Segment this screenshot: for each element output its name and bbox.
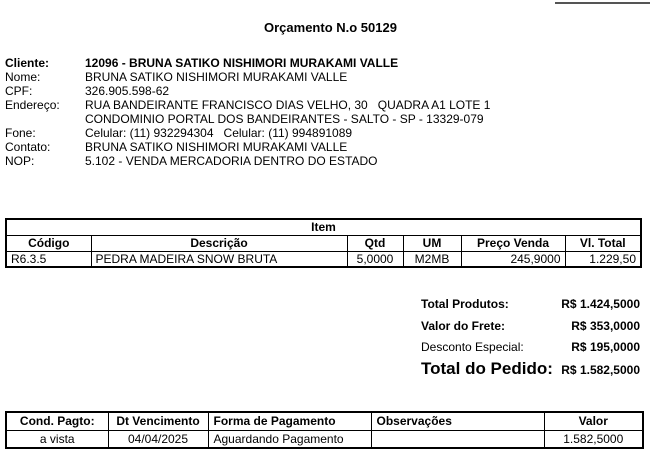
col-header-dt-vencimento: Dt Vencimento (108, 412, 208, 430)
client-value: Celular: (11) 932294304 Celular: (11) 994891089 (85, 126, 353, 140)
client-label: Cliente: (5, 56, 50, 70)
item-table-header-row (6, 235, 641, 251)
col-header-codigo: Código (6, 235, 91, 251)
total-pedido-row (421, 359, 640, 379)
client-row-fone (5, 126, 645, 140)
cell-descricao: PEDRA MADEIRA SNOW BRUTA (91, 251, 347, 267)
cell-vl-total: 1.229,50 (565, 251, 641, 267)
col-header-vl-total: Vl. Total (565, 235, 641, 251)
col-header-qtd: Qtd (347, 235, 403, 251)
col-header-preco-venda: Preço Venda (461, 235, 565, 251)
col-header-cond-pagto: Cond. Pagto: (6, 412, 108, 430)
client-label (5, 112, 85, 126)
total-pedido-value: R$ 1.582,5000 (561, 363, 640, 377)
cell-valor: 1.582,5000 (544, 430, 643, 448)
client-value: BRUNA SATIKO NISHIMORI MURAKAMI VALLE (85, 140, 348, 154)
col-header-observacoes: Observações (371, 412, 544, 430)
client-label: Fone: (5, 126, 36, 140)
client-row-cpf (5, 84, 645, 98)
client-label: Nome: (5, 70, 41, 84)
client-value: CONDOMINIO PORTAL DOS BANDEIRANTES - SALTO - SP - 13329-079 (85, 112, 484, 126)
payment-table-header-row (6, 412, 643, 430)
client-label: NOP: (5, 154, 35, 168)
cell-forma-pagamento: Aguardando Pagamento (208, 430, 371, 448)
payment-table (5, 411, 644, 449)
item-table-row (6, 251, 641, 267)
desconto-especial-value: R$ 195,0000 (571, 340, 640, 354)
valor-frete-row (421, 319, 640, 333)
total-produtos-value: R$ 1.424,5000 (561, 297, 640, 311)
top-right-rule (555, 2, 650, 4)
client-value: 5.102 - VENDA MERCADORIA DENTRO DO ESTADO (85, 154, 378, 168)
payment-table-row (6, 430, 643, 448)
item-table-group-header (6, 219, 641, 235)
client-value: 326.905.598-62 (85, 84, 170, 98)
client-value: RUA BANDEIRANTE FRANCISCO DIAS VELHO, 30 QUADRA A1 LOTE 1 (85, 98, 491, 112)
cell-dt-vencimento: 04/04/2025 (108, 430, 208, 448)
cell-codigo: R6.3.5 (6, 251, 91, 267)
client-label: Contato: (5, 140, 51, 154)
total-produtos-label: Total Produtos: (421, 297, 509, 311)
total-pedido-label: Total do Pedido: (421, 359, 553, 378)
client-row-cliente (5, 56, 645, 70)
valor-frete-value: R$ 353,0000 (571, 319, 640, 333)
cell-qtd: 5,0000 (347, 251, 403, 267)
client-row-endereco-line2 (5, 112, 645, 126)
cell-preco-venda: 245,9000 (461, 251, 565, 267)
client-value: BRUNA SATIKO NISHIMORI MURAKAMI VALLE (85, 70, 348, 84)
valor-frete-label: Valor do Frete: (421, 319, 506, 333)
col-header-forma-pagamento: Forma de Pagamento (208, 412, 371, 430)
item-table (5, 218, 642, 268)
desconto-especial-row (421, 340, 640, 354)
client-row-nop (5, 154, 645, 168)
desconto-especial-label: Desconto Especial: (421, 340, 524, 354)
cell-um: M2MB (403, 251, 461, 267)
client-row-nome (5, 70, 645, 84)
item-table-group-title: Item (6, 219, 641, 235)
client-row-contato (5, 140, 645, 154)
total-produtos-row (421, 297, 640, 311)
cell-observacoes (371, 430, 544, 448)
client-label: CPF: (5, 84, 33, 98)
cell-cond-pagto: a vista (6, 430, 108, 448)
col-header-descricao: Descrição (91, 235, 347, 251)
page-title: Orçamento N.o 50129 (264, 20, 397, 35)
client-label: Endereço: (5, 98, 60, 112)
client-row-endereco (5, 98, 645, 112)
col-header-um: UM (403, 235, 461, 251)
col-header-valor: Valor (544, 412, 643, 430)
client-value: 12096 - BRUNA SATIKO NISHIMORI MURAKAMI VALLE (85, 56, 399, 70)
client-info-block (5, 56, 645, 168)
